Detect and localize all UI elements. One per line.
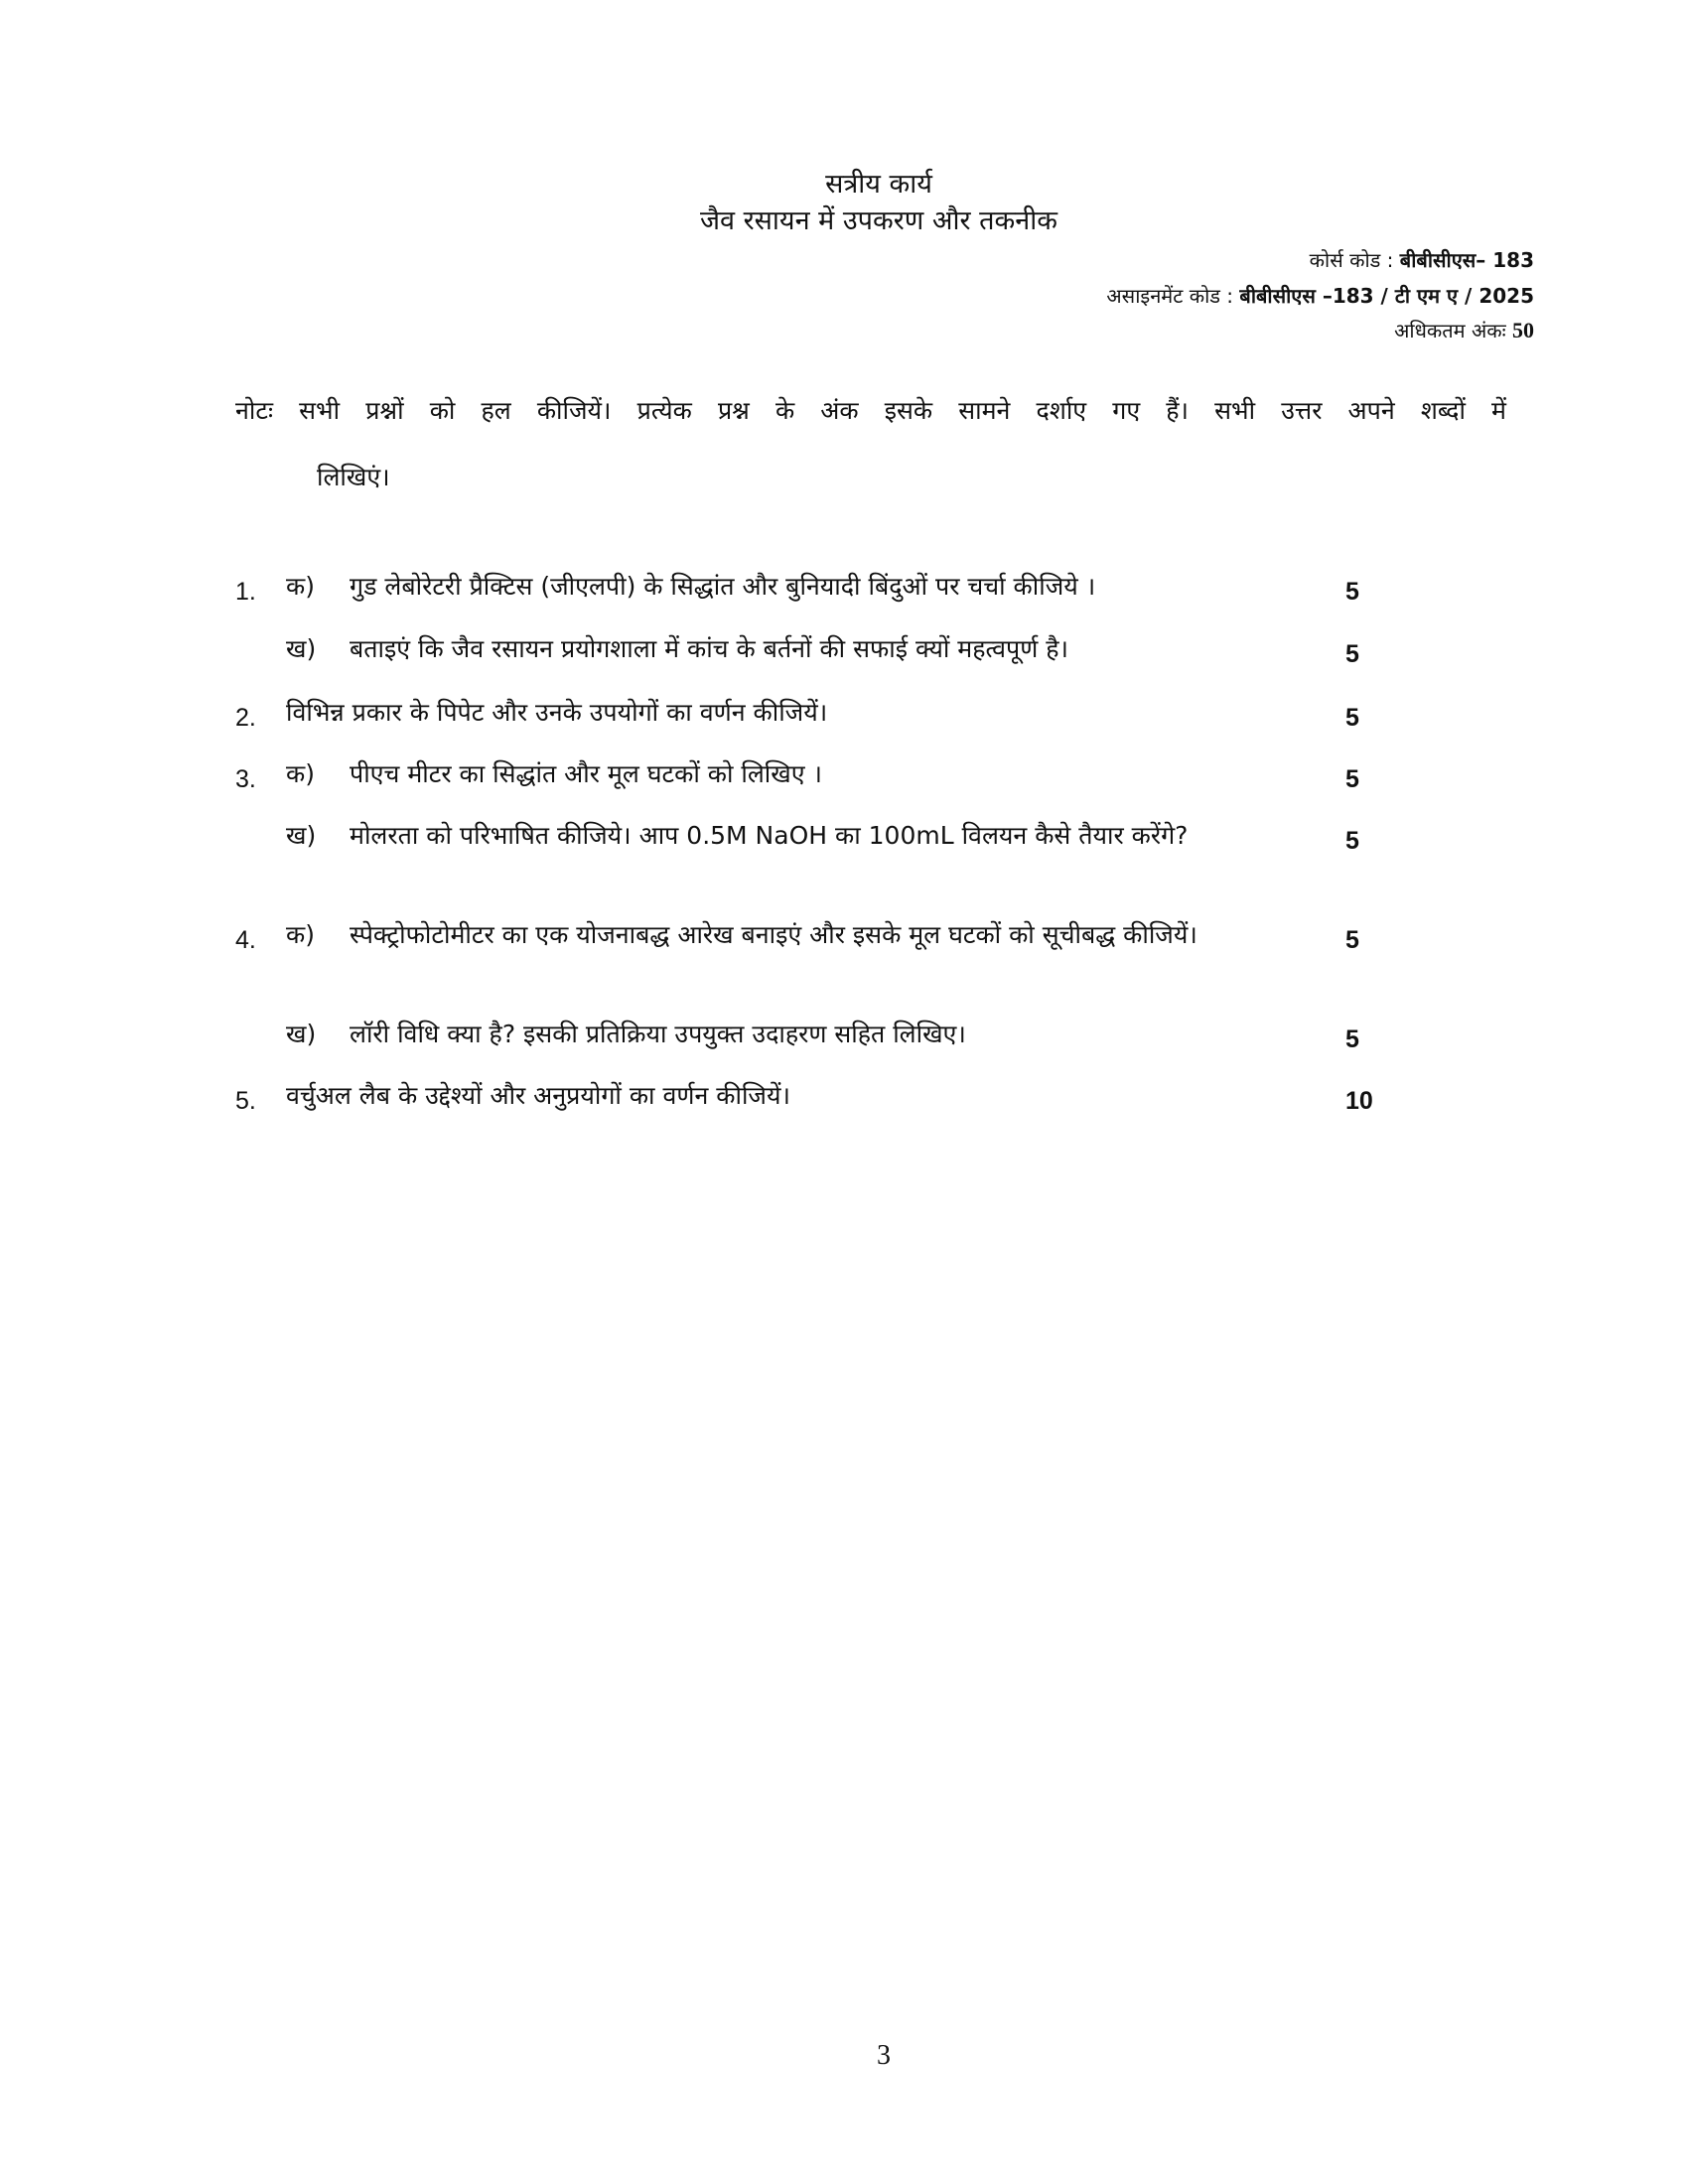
max-marks-label: अधिकतम अंकः	[1394, 319, 1512, 342]
max-marks-value: 50	[1512, 318, 1534, 342]
question-subpart: ख)	[286, 634, 317, 663]
question-marks: 10	[1345, 1087, 1373, 1115]
question-number: 4.	[235, 926, 256, 954]
question-marks: 5	[1345, 578, 1359, 606]
question-text: लॉरी विधि क्या है? इसकी प्रतिक्रिया उपयुक्त उदाहरण सहित लिखिए।	[350, 1020, 966, 1048]
instruction-note	[235, 377, 1506, 510]
question-number: 3.	[235, 765, 256, 793]
question-number: 2.	[235, 704, 256, 732]
question-text: मोलरता को परिभाषित कीजिये। आप 0.5M NaOH का 100mL विलयन कैसे तैयार करेंगे?	[350, 821, 1189, 850]
assignment-code-label: असाइनमेंट कोड :	[1106, 284, 1240, 308]
question-marks: 5	[1345, 926, 1359, 954]
page-number: 3	[877, 2040, 891, 2071]
question-text: पीएच मीटर का सिद्धांत और मूल घटकों को लिखिए ।	[350, 759, 822, 788]
question-marks: 5	[1345, 640, 1359, 668]
question-text: गुड लेबोरेटरी प्रैक्टिस (जीएलपी) के सिद्धांत और बुनियादी बिंदुओं पर चर्चा कीजिये ।	[350, 572, 1096, 601]
question-marks: 5	[1345, 704, 1359, 732]
course-code	[1310, 246, 1534, 273]
question-marks: 5	[1345, 765, 1359, 793]
assignment-title: सत्रीय कार्य	[825, 169, 932, 200]
question-marks: 5	[1345, 827, 1359, 855]
note-line-1: नोटः सभी प्रश्नों को हल कीजियें। प्रत्येक प्रश्न के अंक इसके सामने दर्शाए गए हैं। सभी उत्तर अपने शब्दों में	[235, 396, 1506, 425]
question-subpart: क)	[286, 920, 315, 949]
question-text: विभिन्न प्रकार के पिपेट और उनके उपयोगों का वर्णन कीजियें।	[286, 698, 828, 727]
question-number: 5.	[235, 1087, 256, 1115]
question-subpart: ख)	[286, 821, 317, 850]
assignment-code-value: बीबीसीएस –183 / टी एम ए / 2025	[1239, 284, 1534, 308]
question-text: स्पेक्ट्रोफोटोमीटर का एक योजनाबद्ध आरेख बनाइएं और इसके मूल घटकों को सूचीबद्ध कीजियें।	[350, 920, 1197, 949]
assignment-code	[1106, 282, 1534, 309]
max-marks	[1394, 317, 1534, 343]
course-code-value: बीबीसीएस– 183	[1399, 248, 1534, 272]
note-line-2: लिखिएं।	[317, 463, 390, 491]
question-text: बताइएं कि जैव रसायन प्रयोगशाला में कांच के बर्तनों की सफाई क्यों महत्वपूर्ण है।	[350, 634, 1068, 663]
question-subpart: ख)	[286, 1020, 317, 1048]
question-subpart: क)	[286, 572, 315, 601]
course-title: जैव रसायन में उपकरण और तकनीक	[700, 205, 1057, 236]
question-number: 1.	[235, 578, 256, 606]
question-text: वर्चुअल लैब के उद्देश्यों और अनुप्रयोगों का वर्णन कीजियें।	[286, 1081, 790, 1110]
question-marks: 5	[1345, 1025, 1359, 1053]
question-subpart: क)	[286, 759, 315, 788]
course-code-label: कोर्स कोड :	[1309, 248, 1400, 272]
